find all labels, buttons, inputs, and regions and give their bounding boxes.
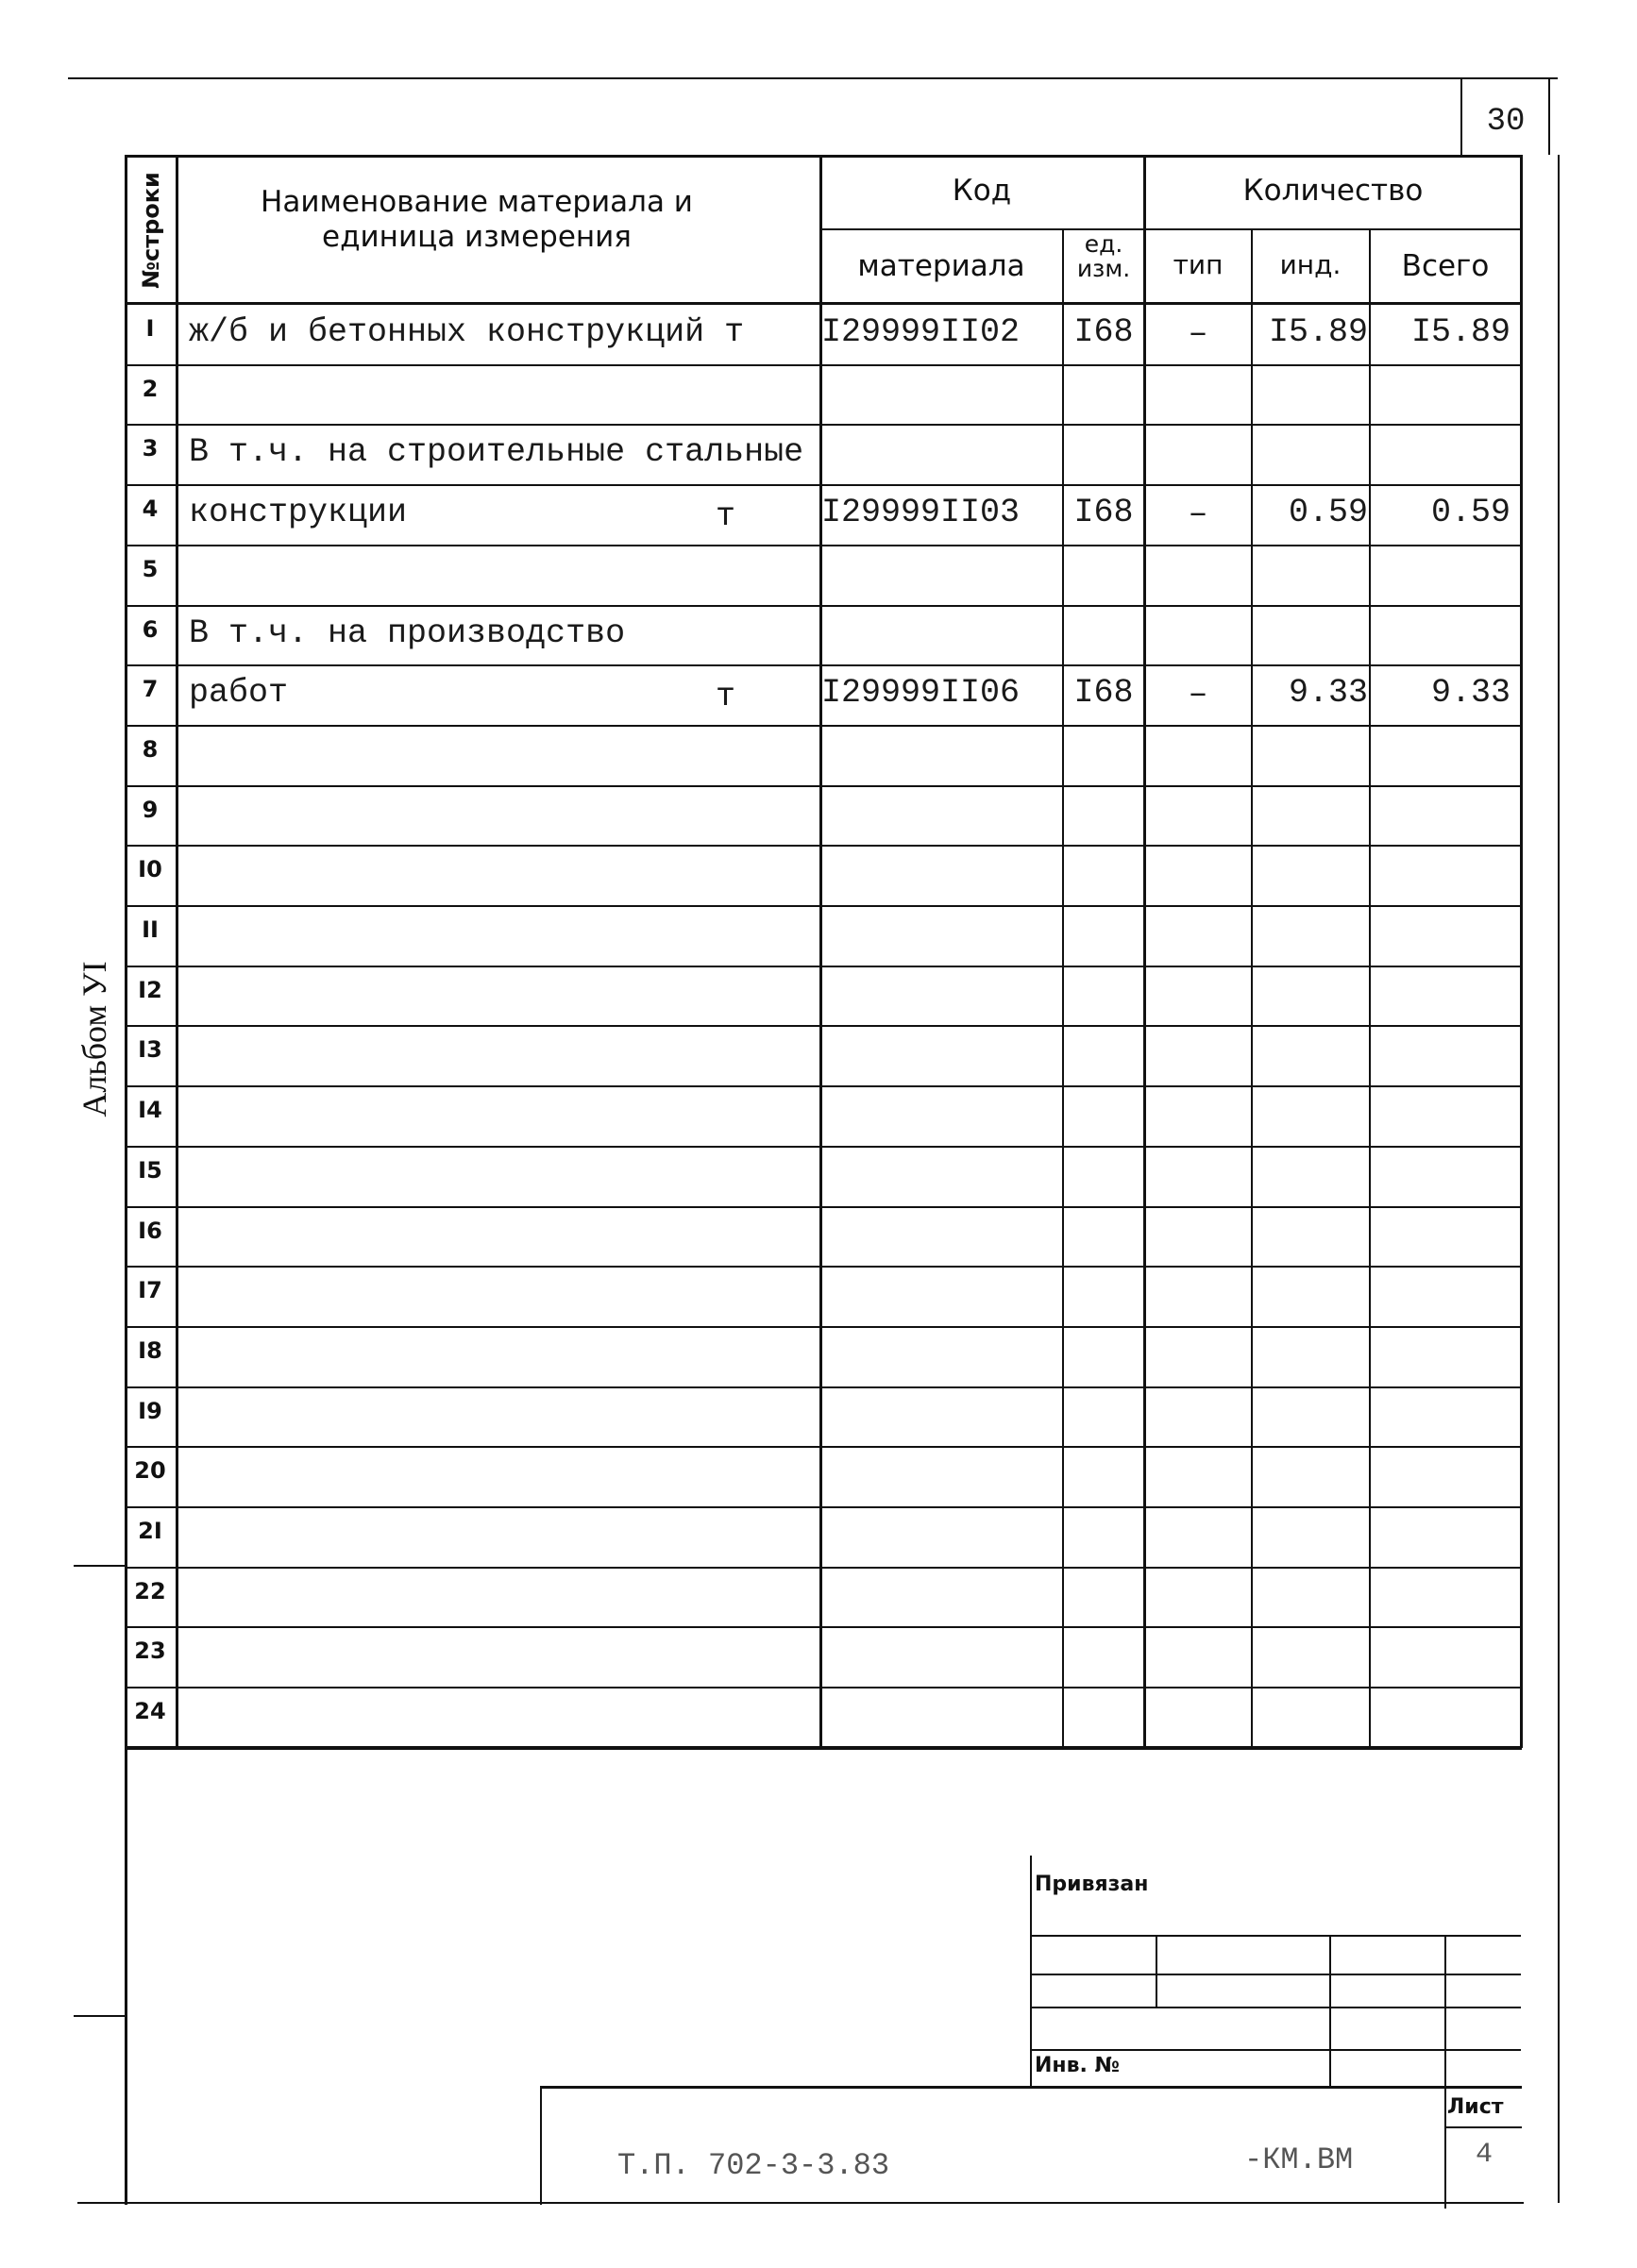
row-number: I0 [138,856,162,882]
stamp-sheet-value: 4 [1475,2139,1493,2171]
table-row [0,785,1637,846]
row-number: 8 [142,736,159,763]
header-row-no: №строки [138,172,164,289]
table-row [0,1386,1637,1447]
row-number: 6 [142,616,159,643]
qty-total: 9.33 [1430,674,1510,712]
stamp-bound-label: Привязан [1035,1873,1149,1896]
header-quantity: Количество [1242,174,1424,208]
row-number: I3 [138,1036,162,1063]
table-row [0,905,1637,966]
row-number: I9 [138,1398,162,1424]
table-row [0,1206,1637,1267]
table-row [0,725,1637,785]
table-row [0,605,1637,665]
table-row [0,364,1637,425]
table-row [0,1506,1637,1567]
table-row [0,1085,1637,1146]
table-row [0,1567,1637,1627]
stamp-sheet-label: Лист [1447,2095,1504,2119]
table-row [0,966,1637,1026]
row-number: I8 [138,1337,162,1364]
row-number: I4 [138,1097,162,1123]
row-number: I2 [138,977,162,1003]
stamp-inv-no-label: Инв. № [1035,2054,1121,2077]
material-code: I29999II03 [821,494,1021,531]
sheet-number: 30 [1486,104,1526,140]
header-material-name: Наименование материала и единица измерения [261,185,693,255]
material-code: I29999II06 [821,674,1021,712]
row-number: I6 [138,1218,162,1244]
row-number: 2I [138,1518,162,1544]
table-row [0,545,1637,605]
material-name: В т.ч. на производство [189,614,626,652]
row-number: I7 [138,1277,162,1303]
qty-ind: I5.89 [1268,313,1368,351]
table-row [0,1446,1637,1506]
qty-ind: 0.59 [1288,494,1368,531]
unit-code: I68 [1073,494,1134,531]
row-number: 20 [134,1457,166,1484]
table-row [0,424,1637,484]
material-name: В т.ч. на строительные стальные [189,433,804,471]
qty-type: – [1188,315,1208,353]
material-unit: т [716,678,736,715]
row-number: 2 [142,376,159,402]
row-number: 22 [134,1578,166,1604]
material-unit: т [716,497,736,535]
header-code-unit: ед. изм. [1076,230,1131,283]
bottom-border-line [77,2202,1524,2204]
side-label: Альбом УI [76,961,113,1117]
table-row [0,1626,1637,1687]
qty-type: – [1188,496,1208,533]
header-qty-type: тип [1173,249,1224,280]
material-name: работ [189,674,289,712]
table-row [0,1687,1637,1747]
header-code-material: материала [857,249,1025,283]
stamp-doc-suffix: -КМ.ВМ [1244,2142,1354,2177]
qty-total: I5.89 [1410,313,1510,351]
qty-ind: 9.33 [1288,674,1368,712]
row-number: 23 [134,1638,166,1664]
table-row [0,484,1637,545]
row-number: 4 [142,496,159,522]
row-number: 9 [142,797,159,823]
header-qty-total: Всего [1401,249,1490,283]
header-qty-ind: инд. [1279,249,1342,280]
stamp-doc-code: Т.П. 702-3-3.83 [617,2148,890,2183]
row-number: 7 [142,676,159,702]
table-row [0,1266,1637,1326]
table-row [0,304,1637,364]
material-name: конструкции [189,494,408,531]
unit-code: I68 [1073,313,1134,351]
material-name: ж/б и бетонных конструкций т [189,313,745,351]
table-row [0,1326,1637,1386]
table-row [0,845,1637,905]
material-code: I29999II02 [821,313,1021,351]
row-number: 3 [142,435,159,462]
qty-type: – [1188,676,1208,714]
qty-total: 0.59 [1430,494,1510,531]
table-row [0,1025,1637,1085]
header-code: Код [952,174,1012,208]
row-number: 5 [142,556,159,582]
table-row [0,664,1637,725]
row-number: I5 [138,1157,162,1184]
row-number: 24 [134,1698,166,1724]
table-row [0,1146,1637,1206]
unit-code: I68 [1073,674,1134,712]
row-number: II [142,916,159,943]
row-number: I [145,315,155,342]
